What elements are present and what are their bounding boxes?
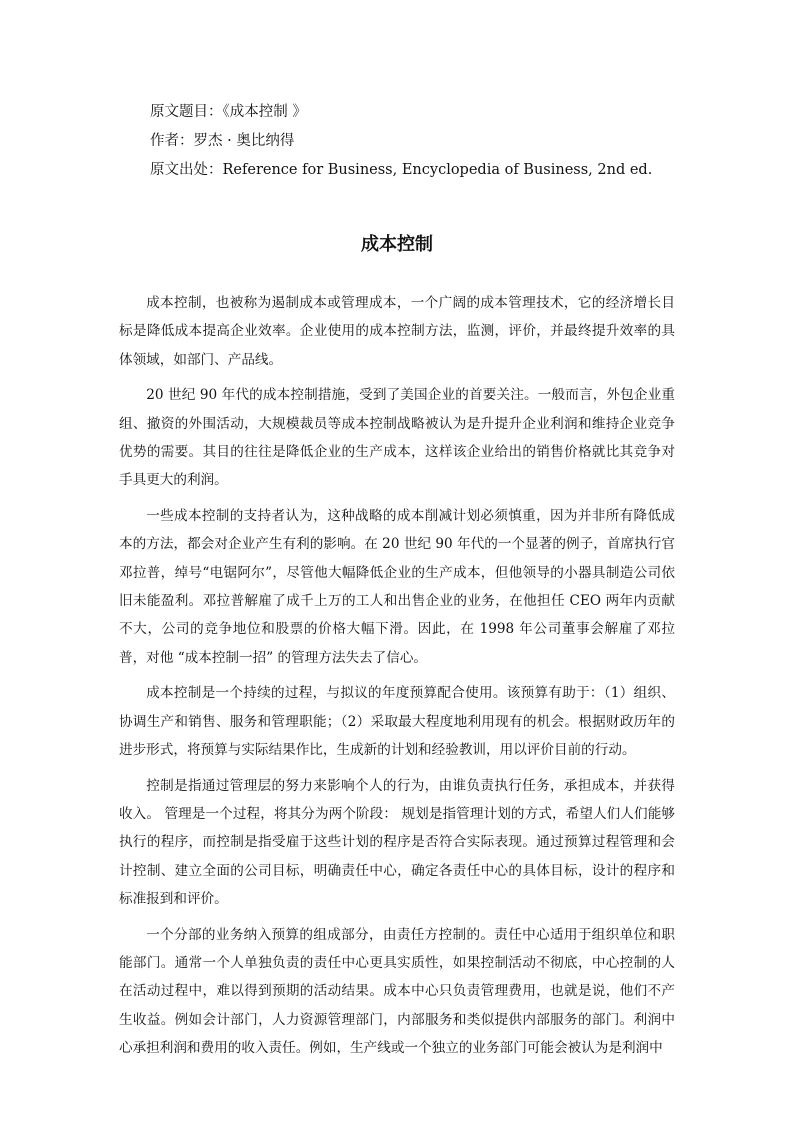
original-title-line: 原文题目：《成本控制 》	[150, 104, 307, 120]
paragraph: 成本控制是一个持续的过程，与拟议的年度预算配合使用。该预算有助于：（1）组织、协调生产和销售、服务和管理职能；（2）采取最大程度地利用现有的机会。根据财政历年的进步形式，将预算与实际结果作比，生成新的计划和经验教训，用以评价目前的行动。	[119, 685, 675, 758]
source-info	[150, 98, 710, 185]
source-line: 原文出处：Reference for Business, Encyclopedia of Business, 2nd ed.	[150, 162, 653, 178]
paragraph: 一些成本控制的支持者认为，这种战略的成本削减计划必须慎重，因为并非所有降低成本的方法，都会对企业产生有利的影响。在 20 世纪 90 年代的一个显著的例子，首席执行官邓拉普，绰号“电锯阿尔”，尽管他大幅降低企业的生产成本，但他领导的小器具制造公司依旧未能盈利。邓拉普解雇了成千上万的工人和出售企业的业务，在他担任 CEO 两年内贡献不大，公司的竞争地位和股票的价格大幅下滑。因此，在 1998 年公司董事会解雇了邓拉普，对他 “成本控制一招” 的管理方法失去了信心。	[119, 508, 675, 666]
author-line: 作者：罗杰 · 奥比纳得	[150, 133, 295, 149]
paragraph: 成本控制，也被称为遏制成本或管理成本，一个广阔的成本管理技术，它的经济增长目标是降低成本提高企业效率。企业使用的成本控制方法，监测，评价，并最终提升效率的具体领域，如部门、产品线。	[119, 295, 675, 368]
document-title: 成本控制	[361, 234, 433, 255]
paragraph: 20 世纪 90 年代的成本控制措施，受到了美国企业的首要关注。一般而言，外包企业重组、撤资的外围活动，大规模裁员等成本控制战略被认为是升提升企业利润和维持企业竞争优势的需要。其目的往往是降低企业的生产成本，这样该企业给出的销售价格就比其竞争对手具更大的利润。	[119, 387, 675, 489]
paragraph: 控制是指通过管理层的努力来影响个人的行为，由谁负责执行任务，承担成本，并获得收入。 管理是一个过程，将其分为两个阶段： 规划是指管理计划的方式，希望人们人们能够执行的程序，而控制是指受雇于这些计划的程序是否符合实际表现。通过预算过程管理和会计控制、建立全面的公司目标，明确责任中心，确定各责任中心的具体目标，设计的程序和标准报到和评价。	[119, 777, 675, 907]
paragraph: 一个分部的业务纳入预算的组成部分，由责任方控制的。责任中心适用于组织单位和职能部门。通常一个人单独负责的责任中心更具实质性，如果控制活动不彻底，中心控制的人在活动过程中，难以得到预期的活动结果。成本中心只负责管理费用，也就是说，他们不产生收益。例如会计部门，人力资源管理部门，内部服务和类似提供内部服务的部门。利润中心承担利润和费用的收入责任。例如，生产线或一个独立的业务部门可能会被认为是利润中	[119, 926, 675, 1056]
document-body	[119, 289, 675, 1070]
